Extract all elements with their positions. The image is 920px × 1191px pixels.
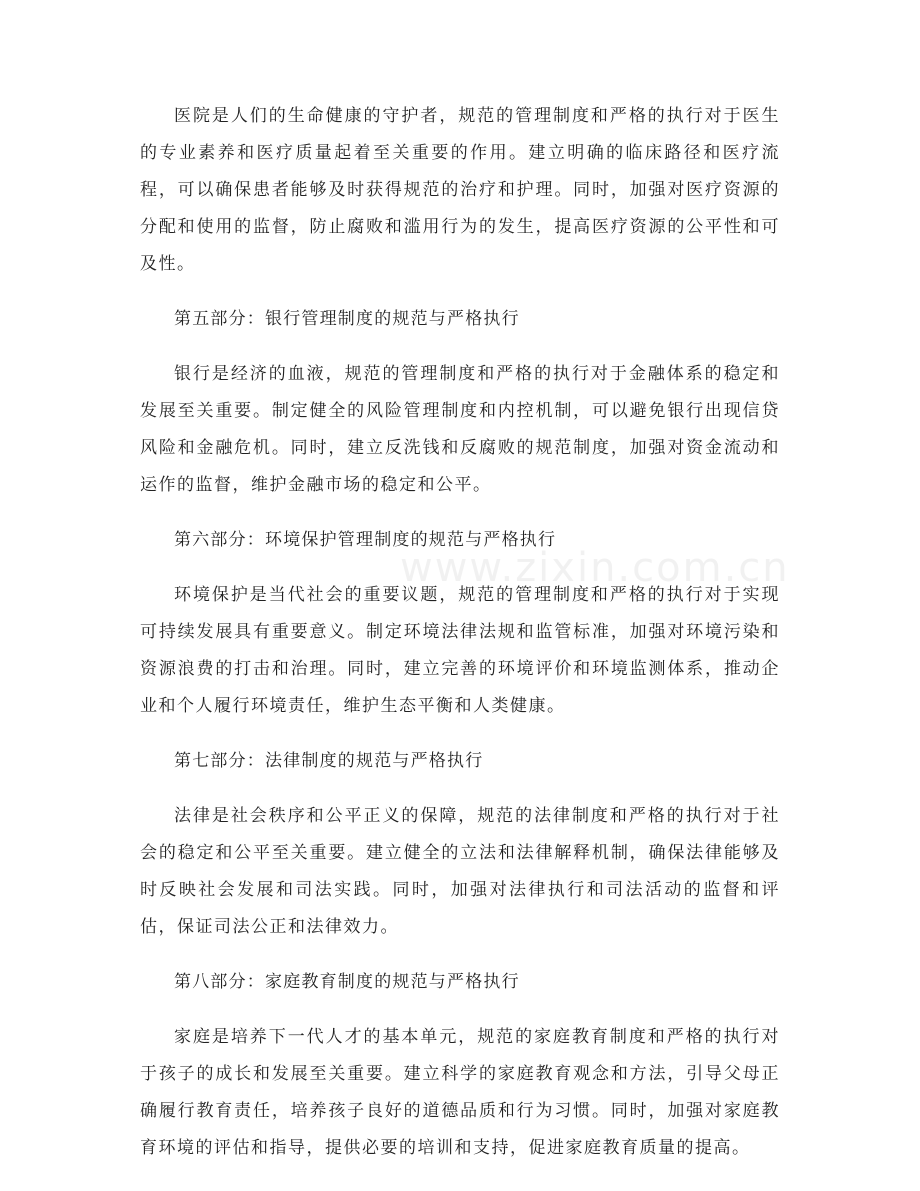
section-heading-5: 第五部分：银行管理制度的规范与严格执行 — [174, 309, 520, 329]
paragraph-hospital: 医院是人们的生命健康的守护者，规范的管理制度和严格的执行对于医生的专业素养和医疗质量起着至关重要的作用。建立明确的临床路径和医疗流程，可以确保患者能够及时获得规范的治疗和护理。同时，加强对医疗资源的分配和使用的监督，防止腐败和滥用行为的发生，提高医疗资源的公平性和可及性。 — [140, 106, 780, 274]
paragraph-environment: 环境保护是当代社会的重要议题，规范的管理制度和严格的执行对于实现可持续发展具有重要意义。制定环境法律法规和监管标准，加强对环境污染和资源浪费的打击和治理。同时，建立完善的环境评价和环境监测体系，推动企业和个人履行环境责任，维护生态平衡和人类健康。 — [140, 585, 780, 716]
paragraph-bank: 银行是经济的血液，规范的管理制度和严格的执行对于金融体系的稳定和发展至关重要。制定健全的风险管理制度和内控机制，可以避免银行出现信贷风险和金融危机。同时，建立反洗钱和反腐败的规范制度，加强对资金流动和运作的监督，维护金融市场的稳定和公平。 — [140, 364, 780, 495]
section-heading-8: 第八部分：家庭教育制度的规范与严格执行 — [174, 972, 520, 992]
section-heading-7: 第七部分：法律制度的规范与严格执行 — [174, 751, 484, 771]
watermark: www.zixin.com.cn — [400, 545, 790, 591]
document-body — [140, 98, 780, 1167]
section-heading-6: 第六部分：环境保护管理制度的规范与严格执行 — [174, 530, 557, 550]
paragraph-family-education: 家庭是培养下一代人才的基本单元，规范的家庭教育制度和严格的执行对于孩子的成长和发展至关重要。建立科学的家庭教育观念和方法，引导父母正确履行教育责任，培养孩子良好的道德品质和行为习惯。同时，加强对家庭教育环境的评估和指导，提供必要的培训和支持，促进家庭教育质量的提高。 — [140, 1027, 780, 1158]
paragraph-law: 法律是社会秩序和公平正义的保障，规范的法律制度和严格的执行对于社会的稳定和公平至关重要。建立健全的立法和法律解释机制，确保法律能够及时反映社会发展和司法实践。同时，加强对法律执行和司法活动的监督和评估，保证司法公正和法律效力。 — [140, 806, 780, 937]
